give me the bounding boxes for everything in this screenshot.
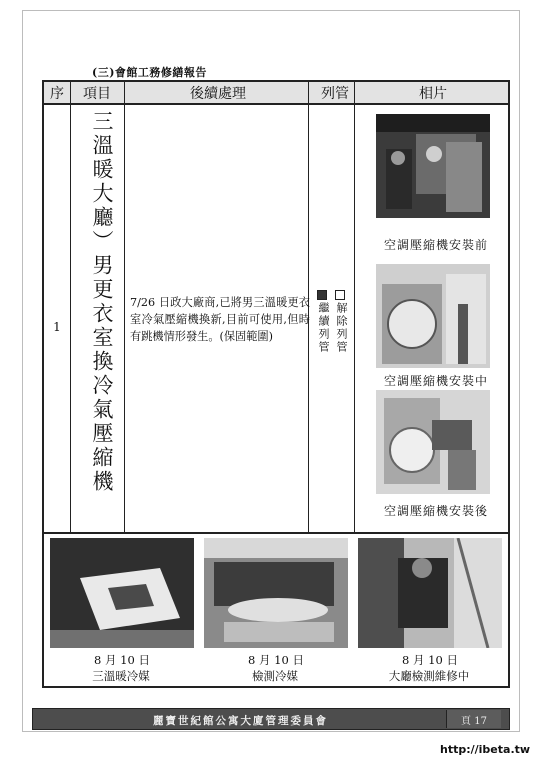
footer-bar [32, 708, 510, 730]
column-divider [70, 82, 71, 532]
photo-sauna-refrigerant [50, 538, 194, 648]
bottom-photo-date-1: 8 月 10 日 [94, 653, 150, 667]
continue-tracking-checkbox[interactable] [317, 290, 327, 300]
watermark: http://ibeta.tw [440, 743, 531, 756]
row-followup: 7/26 日政大廠商,已將男三溫暖更衣室冷氣壓縮機換新,目前可使用,但時有跳機情形發生。(保固範圍) [130, 296, 310, 343]
remove-tracking-label: 解除列管 [335, 302, 348, 354]
header-seq: 序 [44, 82, 70, 105]
photo-caption-after: 空調壓縮機安裝後 [384, 504, 489, 518]
main-table [42, 80, 510, 534]
bottom-photo-table [42, 534, 510, 688]
bottom-photo-caption-1: 三溫暖冷媒 [92, 669, 150, 683]
continue-tracking-label: 繼續列管 [317, 302, 330, 354]
header-item: 項目 [70, 82, 124, 105]
photo-after-install [376, 390, 490, 494]
tracking-cell [314, 290, 350, 370]
remove-tracking-checkbox[interactable] [335, 290, 345, 300]
header-tracking: 列管 [312, 82, 358, 105]
column-divider [124, 82, 125, 532]
photo-caption-before: 空調壓縮機安裝前 [384, 238, 489, 252]
row-seq: 1 [53, 320, 61, 334]
header-photos: 相片 [358, 82, 508, 105]
footer-page-number: 頁 17 [446, 710, 501, 728]
bottom-photo-date-3: 8 月 10 日 [402, 653, 458, 667]
bottom-photo-caption-3: 大廳檢測維修中 [388, 669, 470, 683]
header-followup: 後續處理 [124, 82, 312, 105]
footer-org: 麗寶世紀館公寓大廈管理委員會 [153, 715, 328, 727]
bottom-photo-caption-2: 檢測冷媒 [252, 669, 298, 683]
photo-check-refrigerant [204, 538, 348, 648]
report-title: (三)會館工務修繕報告 [92, 66, 207, 79]
row-item: 三溫暖大廳︶男更衣室換冷氣壓縮機 [90, 110, 114, 494]
photo-before-install [376, 114, 490, 218]
photo-lobby-repair [358, 538, 502, 648]
column-divider [354, 82, 355, 532]
photo-during-install [376, 264, 490, 368]
photo-caption-during: 空調壓縮機安裝中 [384, 374, 489, 388]
bottom-photo-date-2: 8 月 10 日 [248, 653, 304, 667]
